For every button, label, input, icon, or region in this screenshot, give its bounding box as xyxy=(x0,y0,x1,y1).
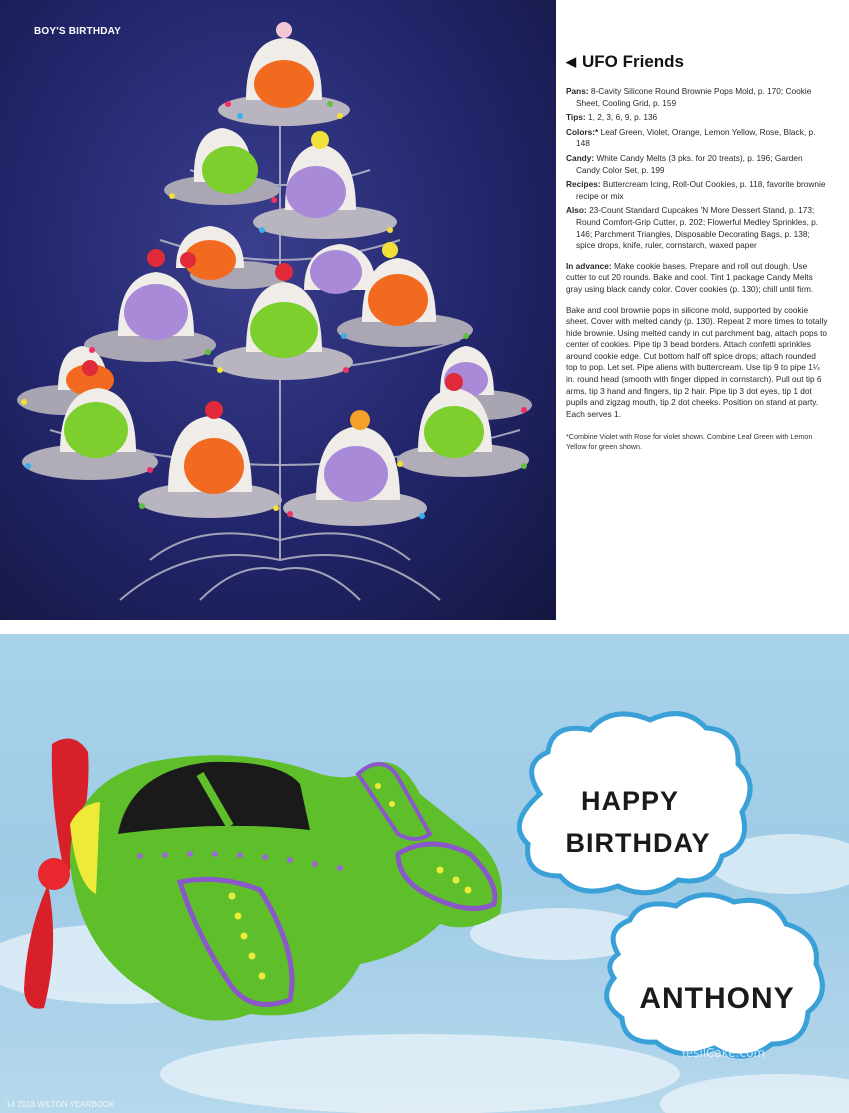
candy-label: Candy: xyxy=(566,152,595,163)
page-footer: 14 2013 WILTON YEARBOOK xyxy=(6,1100,115,1109)
candy-text: White Candy Melts (3 pks. for 20 treats), p. 196; Garden Candy Color Set, p. 199 xyxy=(576,152,803,175)
tips-line xyxy=(566,112,828,124)
watermark-url: YesilCake.com xyxy=(680,1046,766,1060)
section-label: BOY'S BIRTHDAY xyxy=(34,26,122,37)
pans-label: Pans: xyxy=(566,86,589,96)
recipe-title: UFO Friends xyxy=(582,52,685,71)
in-advance-text: Make cookie bases. Prepare and roll out dough. Use cutter to cut 20 rounds. Bake and cool. Tint 1 package Candy Melts gray using black candy color. Cover cookies (p. 130); chill until firm. xyxy=(566,260,814,294)
pans-text: 8-Cavity Silicone Round Brownie Pops Mold, p. 170; Cookie Sheet, Cooling Grid, p. 159 xyxy=(576,86,812,108)
watermark-text: 伊莎利卡 xyxy=(650,1010,711,1028)
also-line xyxy=(566,205,828,251)
cookie-birthday-text: BIRTHDAY xyxy=(565,828,711,858)
recipes-line xyxy=(566,179,828,202)
plane-cake xyxy=(70,755,502,1020)
in-advance-label: In advance: xyxy=(566,260,612,271)
pans-line xyxy=(566,86,828,109)
colors-text: Leaf Green, Violet, Orange, Lemon Yellow, Rose, Black, p. 148 xyxy=(576,126,816,149)
recipe-title-row xyxy=(566,52,828,72)
cookie-happy-text: HAPPY xyxy=(580,786,680,816)
footnote: *Combine Violet with Rose for violet shown. Combine Leaf Green with Lemon Yellow for green shown. xyxy=(566,432,813,452)
instructions-paragraph: Bake and cool brownie pops in silicone mold, supported by cookie sheet. Cover with melted candy (p. 130). Repeat 2 more times to totally hide brownie. Using melted candy in cut parchment bag, attach pops to center of cookies. Pipe tip 3 bead borders. Attach confetti sprinkles around cookie edge. Cut bottom half off spice drops; attach rounded top to pop. Let set. Pipe aliens with buttercream. Use tip 9 to pipe 1¼ in. round head (smooth with finger dipped in cornstarch). Pull out tip 6 arms, tip 3 hand and fingers, tip 2 hair. Pipe tip 3 dot eyes, tip 1 dot pupils and zigzag mouth, tip 2 dot cheeks. Position on stand at party. Each serves 1. xyxy=(566,304,828,419)
ufo-cupcake-photo xyxy=(0,0,556,620)
anthony-cookie xyxy=(607,895,823,1056)
tips-text: 1, 2, 3, 6, 9, p. 136 xyxy=(587,112,658,123)
ufo-tower-illustration xyxy=(0,0,556,620)
left-triangle-icon: ◀ xyxy=(566,54,576,69)
also-label: Also: xyxy=(566,205,587,216)
airplane-cake-illustration xyxy=(0,634,849,1113)
in-advance-paragraph xyxy=(566,261,828,296)
recipe-column xyxy=(566,48,828,452)
recipes-text: Buttercream Icing, Roll-Out Cookies, p. 118, favorite brownie recipe or mix xyxy=(576,179,826,201)
also-text: 23-Count Standard Cupcakes 'N More Dessert Stand, p. 173; Round Comfort-Grip Cutter, p. 202; Flowerful Medley Sprinkles, p. 146; Parchment Triangles, Disposable Decorating Bags, p. 138; spice drops, knife, ruler, cornstarch, waxed paper xyxy=(576,205,819,251)
candy-line xyxy=(566,153,828,176)
airplane-cake-photo xyxy=(0,634,849,1113)
cookie-name-text: ANTHONY xyxy=(639,982,795,1015)
tips-label: Tips: xyxy=(566,112,586,123)
recipes-label: Recipes: xyxy=(566,179,601,190)
colors-label: Colors:* xyxy=(566,126,599,137)
colors-line xyxy=(566,127,828,150)
